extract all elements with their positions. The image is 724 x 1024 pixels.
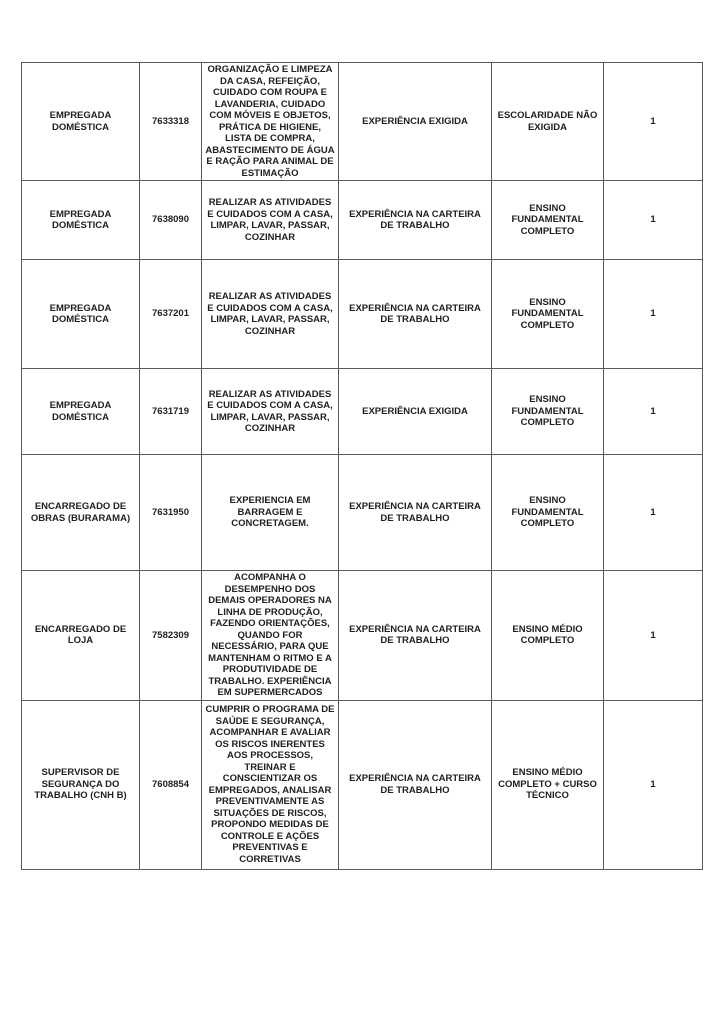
table-row [22,63,703,181]
description-cell: REALIZAR AS ATIVIDADES E CUIDADOS COM A CASA, LIMPAR, LAVAR, PASSAR, COZINHAR [202,181,339,260]
occupation-cell: ENCARREGADO DE OBRAS (BURARAMA) [22,455,140,571]
description-cell: CUMPRIR O PROGRAMA DE SAÚDE E SEGURANÇA, ACOMPANHAR E AVALIAR OS RISCOS INERENTES AOS PROCESSOS, TREINAR E CONSCIENTIZAR OS EMPREGADOS, ANALISAR PREVENTIVAMENTE AS SITUAÇÕES DE RISCOS, PROPONDO MEDIDAS DE CONTROLE E AÇÕES PREVENTIVAS E CORRETIVAS [202,700,339,869]
vacancy-table [21,62,703,870]
code-cell: 7631950 [140,455,202,571]
vacancies-cell: 1 [604,260,703,369]
experience-cell: EXPERIÊNCIA NA CARTEIRA DE TRABALHO [339,455,492,571]
description-cell: ORGANIZAÇÃO E LIMPEZA DA CASA, REFEIÇÃO, CUIDADO COM ROUPA E LAVANDERIA, CUIDADO COM MÓVEIS E OBJETOS, PRÁTICA DE HIGIENE, LISTA DE COMPRA, ABASTECIMENTO DE ÁGUA E RAÇÃO PARA ANIMAL DE ESTIMAÇÃO [202,63,339,181]
code-cell: 7633318 [140,63,202,181]
education-cell: ENSINO FUNDAMENTAL COMPLETO [492,455,604,571]
occupation-cell: EMPREGADA DOMÉSTICA [22,181,140,260]
description-cell: REALIZAR AS ATIVIDADES E CUIDADOS COM A CASA, LIMPAR, LAVAR, PASSAR, COZINHAR [202,260,339,369]
code-cell: 7631719 [140,369,202,455]
description-cell: EXPERIENCIA EM BARRAGEM E CONCRETAGEM. [202,455,339,571]
table-row [22,571,703,701]
description-cell: REALIZAR AS ATIVIDADES E CUIDADOS COM A CASA, LIMPAR, LAVAR, PASSAR, COZINHAR [202,369,339,455]
education-cell: ENSINO MÉDIO COMPLETO [492,571,604,701]
education-cell: ESCOLARIDADE NÃO EXIGIDA [492,63,604,181]
occupation-cell: EMPREGADA DOMÉSTICA [22,369,140,455]
experience-cell: EXPERIÊNCIA NA CARTEIRA DE TRABALHO [339,260,492,369]
education-cell: ENSINO FUNDAMENTAL COMPLETO [492,260,604,369]
occupation-cell: SUPERVISOR DE SEGURANÇA DO TRABALHO (CNH B) [22,700,140,869]
vacancies-cell: 1 [604,369,703,455]
vacancies-cell: 1 [604,181,703,260]
experience-cell: EXPERIÊNCIA NA CARTEIRA DE TRABALHO [339,571,492,701]
code-cell: 7608854 [140,700,202,869]
code-cell: 7582309 [140,571,202,701]
table-row [22,700,703,869]
vacancies-cell: 1 [604,455,703,571]
education-cell: ENSINO FUNDAMENTAL COMPLETO [492,181,604,260]
experience-cell: EXPERIÊNCIA NA CARTEIRA DE TRABALHO [339,700,492,869]
occupation-cell: EMPREGADA DOMÉSTICA [22,260,140,369]
vacancies-cell: 1 [604,571,703,701]
education-cell: ENSINO FUNDAMENTAL COMPLETO [492,369,604,455]
code-cell: 7637201 [140,260,202,369]
table-row [22,181,703,260]
experience-cell: EXPERIÊNCIA EXIGIDA [339,63,492,181]
education-cell: ENSINO MÉDIO COMPLETO + CURSO TÉCNICO [492,700,604,869]
table-row [22,369,703,455]
occupation-cell: EMPREGADA DOMÉSTICA [22,63,140,181]
vacancy-table-body [22,63,703,870]
occupation-cell: ENCARREGADO DE LOJA [22,571,140,701]
code-cell: 7638090 [140,181,202,260]
vacancies-cell: 1 [604,63,703,181]
description-cell: ACOMPANHA O DESEMPENHO DOS DEMAIS OPERADORES NA LINHA DE PRODUÇÃO, FAZENDO ORIENTAÇÕES, QUANDO FOR NECESSÁRIO, PARA QUE MANTENHAM O RITMO E A PRODUTIVIDADE DE TRABALHO. EXPERIÊNCIA EM SUPERMERCADOS [202,571,339,701]
table-row [22,260,703,369]
vacancies-cell: 1 [604,700,703,869]
table-row [22,455,703,571]
experience-cell: EXPERIÊNCIA EXIGIDA [339,369,492,455]
experience-cell: EXPERIÊNCIA NA CARTEIRA DE TRABALHO [339,181,492,260]
